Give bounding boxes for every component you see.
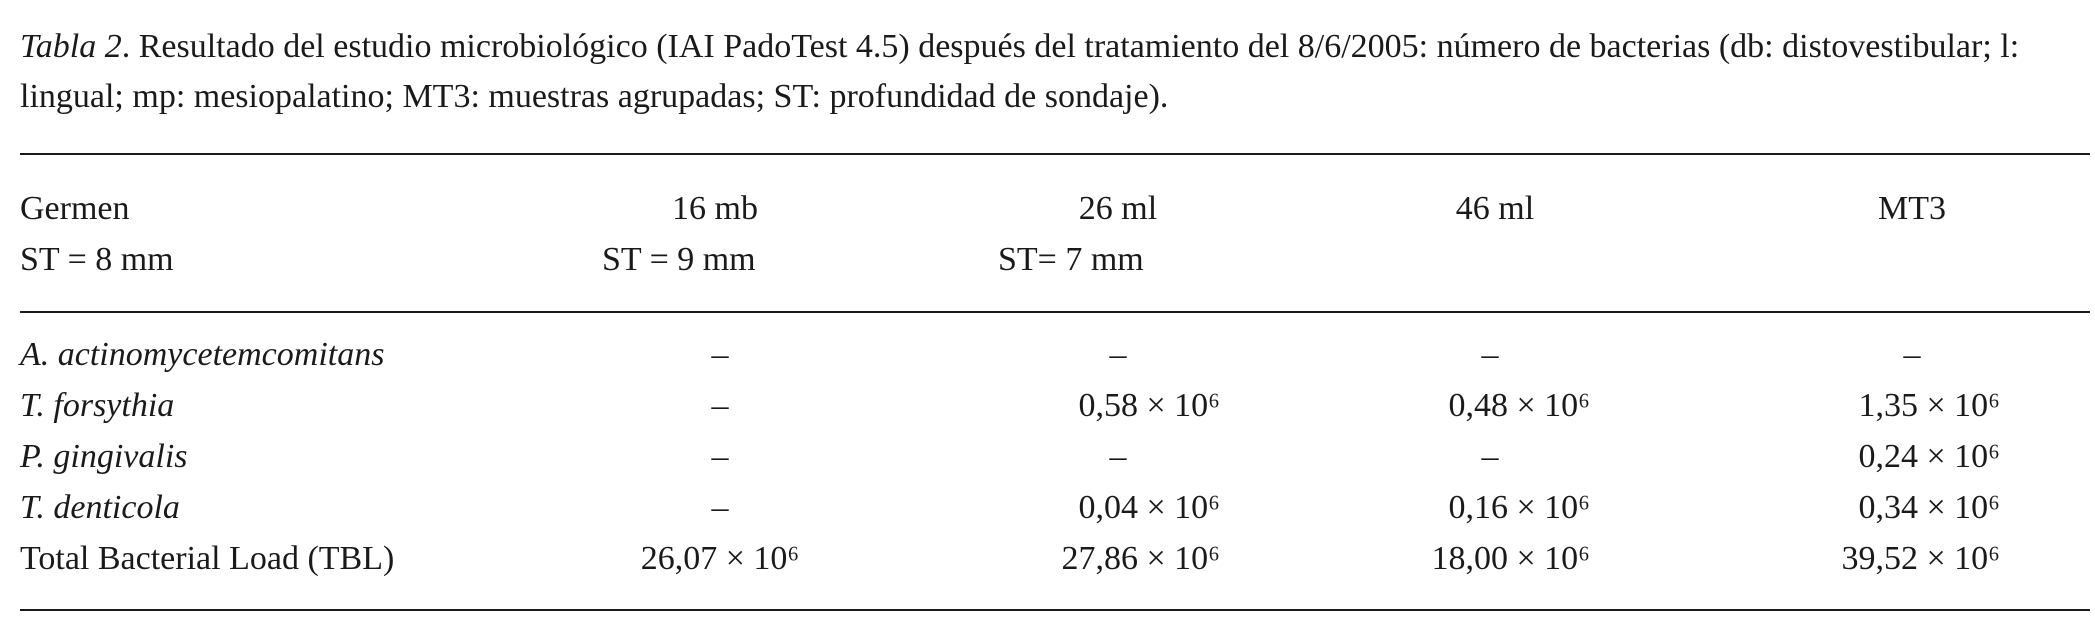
header-st-7: ST= 7 mm — [998, 241, 1144, 278]
header-26ml: 26 ml — [1078, 190, 1158, 227]
value-16mb: – — [711, 489, 729, 526]
germ-name: Total Bacterial Load (TBL) — [20, 540, 395, 577]
header-mt3: MT3 — [1878, 190, 1946, 227]
table-bottom-rule — [20, 609, 2090, 611]
value-mt3: 0,24 × 10⁶ — [1858, 438, 2000, 475]
germ-name: T. denticola — [20, 489, 180, 526]
table-row — [0, 485, 2095, 536]
value-mt3: – — [1903, 336, 1921, 373]
table-row — [0, 332, 2095, 383]
value-46ml: 18,00 × 10⁶ — [1431, 540, 1590, 577]
value-mt3: 39,52 × 10⁶ — [1841, 540, 2000, 577]
header-germen: Germen — [20, 190, 130, 227]
value-46ml: 0,16 × 10⁶ — [1448, 489, 1590, 526]
germ-name: A. actinomycetemcomitans — [20, 336, 385, 373]
table-top-rule — [20, 153, 2090, 155]
germ-name: P. gingivalis — [20, 438, 188, 475]
value-mt3: 1,35 × 10⁶ — [1858, 387, 2000, 424]
table-row — [0, 536, 2095, 587]
header-st-9: ST = 9 mm — [602, 241, 756, 278]
table-caption — [20, 22, 2080, 122]
caption-text: . Resultado del estudio microbiológico (IAI PadoTest 4.5) después del tratamiento del 8/6/2005: número de bacterias (db: distovestibular; l: lingual; mp: mesiopalatino; MT3: muestras agrupadas; ST: profundidad de sondaje). — [20, 28, 2020, 115]
header-46ml: 46 ml — [1455, 190, 1535, 227]
value-46ml: 0,48 × 10⁶ — [1448, 387, 1590, 424]
value-16mb: – — [711, 387, 729, 424]
value-26ml: 0,58 × 10⁶ — [1078, 387, 1220, 424]
value-26ml: 27,86 × 10⁶ — [1061, 540, 1220, 577]
value-26ml: – — [1109, 336, 1127, 373]
header-st-8: ST = 8 mm — [20, 241, 174, 278]
value-46ml: – — [1481, 438, 1499, 475]
value-26ml: – — [1109, 438, 1127, 475]
header-16mb: 16 mb — [672, 190, 758, 227]
value-mt3: 0,34 × 10⁶ — [1858, 489, 2000, 526]
value-16mb: 26,07 × 10⁶ — [640, 540, 800, 577]
value-16mb: – — [711, 438, 729, 475]
caption-lead: Tabla 2 — [20, 28, 122, 65]
value-16mb: – — [711, 336, 729, 373]
table-row — [0, 434, 2095, 485]
table-row — [0, 383, 2095, 434]
value-46ml: – — [1481, 336, 1499, 373]
value-26ml: 0,04 × 10⁶ — [1078, 489, 1220, 526]
table-header-rule — [20, 311, 2090, 313]
germ-name: T. forsythia — [20, 387, 175, 424]
